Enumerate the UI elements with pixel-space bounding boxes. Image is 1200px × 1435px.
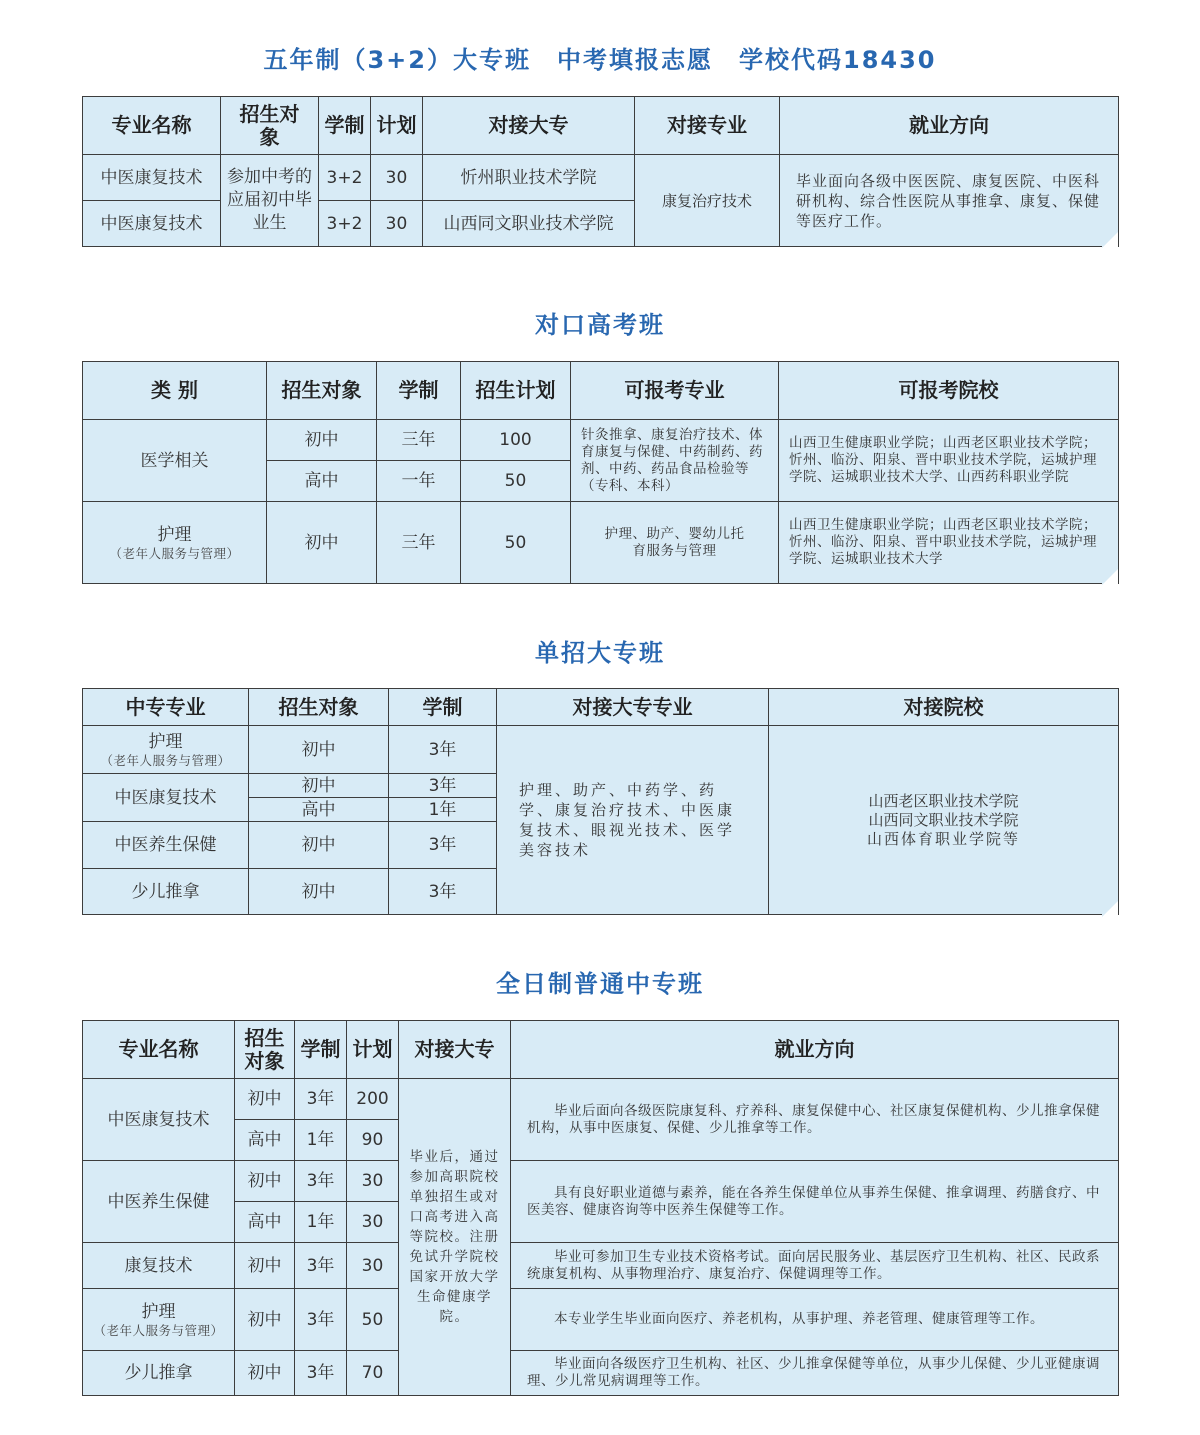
header-target: 招生对象: [267, 362, 377, 420]
target-cell: 初中: [249, 822, 389, 869]
schools-cell: 山西卫生健康职业学院；山西老区职业技术学院；忻州、临汾、阳泉、晋中职业技术学院，运城护理学院、运城职业技术大学、山西药科职业学院: [779, 420, 1119, 502]
years-cell: 3年: [295, 1351, 347, 1396]
career-cell: 具有良好职业道德与素养，能在各养生保健单位从事养生保健、推拿调理、药膳食疗、中医美容、健康咨询等中医养生保健等工作。: [511, 1161, 1119, 1243]
years-cell: 3年: [295, 1079, 347, 1120]
header-major: 专业名称: [83, 1021, 235, 1079]
docking-majors-cell: 护理、助产、中药学、药学、康复治疗技术、中医康复技术、眼视光技术、医学美容技术: [497, 726, 769, 915]
major-subtitle: （老年人服务与管理）: [100, 753, 231, 768]
years-cell: 3年: [389, 822, 497, 869]
docking-cell: 毕业后，通过参加高职院校单独招生或对口高考进入高等院校。注册免试升学院校国家开放大学生命健康学院。: [399, 1079, 511, 1396]
target-cell: 高中: [235, 1202, 295, 1243]
majors-cell: 护理、助产、婴幼儿托育服务与管理: [571, 502, 779, 584]
header-major: 专业名称: [83, 97, 221, 155]
major-cell: [83, 726, 249, 774]
years-cell: 3+2: [319, 155, 371, 201]
plan-cell: 30: [371, 155, 423, 201]
major-cell: 康复技术: [83, 1243, 235, 1289]
years-cell: 3年: [389, 869, 497, 915]
category-subtitle: （老年人服务与管理）: [109, 546, 240, 561]
years-cell: 1年: [295, 1202, 347, 1243]
major-name: 护理: [148, 732, 183, 752]
plan-cell: 50: [461, 461, 571, 502]
plan-cell: 70: [347, 1351, 399, 1396]
table-row: [83, 726, 1119, 774]
header-docking: 对接大专: [399, 1021, 511, 1079]
plan-cell: 30: [371, 201, 423, 247]
header-years: 学制: [295, 1021, 347, 1079]
years-cell: 3年: [389, 774, 497, 798]
years-cell: 3年: [389, 726, 497, 774]
category-cell: [83, 502, 267, 584]
single-enrollment-table: [82, 688, 1119, 915]
major-cell: 中医康复技术: [83, 1079, 235, 1161]
section3-title: 单招大专班: [535, 639, 665, 667]
header-years: 学制: [377, 362, 461, 420]
target-cell: 初中: [249, 726, 389, 774]
target-cell: 初中: [235, 1351, 295, 1396]
target-cell: 初中: [235, 1161, 295, 1202]
docking-major-cell: 康复治疗技术: [635, 155, 780, 247]
years-cell: 3年: [295, 1243, 347, 1289]
table-row: [83, 1079, 1119, 1120]
section2-title: 对口高考班: [535, 311, 665, 339]
major-cell: 少儿推拿: [83, 869, 249, 915]
header-years: 学制: [319, 97, 371, 155]
target-cell: 高中: [267, 461, 377, 502]
header-schools: 对接院校: [769, 689, 1119, 726]
target-cell: 参加中考的应届初中毕业生: [221, 155, 319, 247]
major-cell: 中医康复技术: [83, 201, 221, 247]
school-item: 山西老区职业技术学院: [868, 791, 1019, 810]
header-docking-majors: 对接大专专业: [497, 689, 769, 726]
target-cell: 初中: [235, 1243, 295, 1289]
major-subtitle: （老年人服务与管理）: [93, 1323, 224, 1338]
years-cell: 1年: [295, 1120, 347, 1161]
header-majors: 可报考专业: [571, 362, 779, 420]
table-row: [83, 502, 1119, 584]
major-cell: 中医养生保健: [83, 1161, 235, 1243]
plan-cell: 30: [347, 1202, 399, 1243]
college-cell: 山西同文职业技术学院: [423, 201, 635, 247]
years-cell: 3年: [295, 1289, 347, 1351]
header-docking-major: 对接专业: [635, 97, 780, 155]
schools-cell: [769, 726, 1119, 915]
major-cell: 中医养生保健: [83, 822, 249, 869]
target-cell: 初中: [235, 1289, 295, 1351]
plan-cell: 100: [461, 420, 571, 461]
school-item: 山西同文职业技术学院: [868, 810, 1019, 829]
target-cell: 高中: [249, 798, 389, 822]
header-plan: 计划: [347, 1021, 399, 1079]
major-cell: 中医康复技术: [83, 155, 221, 201]
page-curl-decoration: [1102, 569, 1118, 585]
school-item: 山西体育职业学院等: [866, 829, 1020, 848]
table-row: [83, 1351, 1119, 1396]
table-row: [83, 1289, 1119, 1351]
years-cell: 一年: [377, 461, 461, 502]
years-cell: 3+2: [319, 201, 371, 247]
years-cell: 三年: [377, 502, 461, 584]
exam-class-table: [82, 361, 1119, 584]
header-category: 类 别: [83, 362, 267, 420]
header-major: 中专专业: [83, 689, 249, 726]
plan-cell: 200: [347, 1079, 399, 1120]
header-plan: 计划: [371, 97, 423, 155]
college-cell: 忻州职业技术学院: [423, 155, 635, 201]
page-curl-decoration: [1102, 232, 1118, 248]
header-career: 就业方向: [780, 97, 1119, 155]
plan-cell: 50: [461, 502, 571, 584]
major-cell: 中医康复技术: [83, 774, 249, 822]
target-cell: 初中: [249, 869, 389, 915]
table-row: [83, 420, 1119, 461]
header-plan: 招生计划: [461, 362, 571, 420]
plan-cell: 30: [347, 1161, 399, 1202]
schools-cell: 山西卫生健康职业学院；山西老区职业技术学院；忻州、临汾、阳泉、晋中职业技术学院，运城护理学院、运城职业技术大学: [779, 502, 1119, 584]
five-year-college-table: [82, 96, 1119, 247]
target-cell: 初中: [249, 774, 389, 798]
target-cell: 初中: [235, 1079, 295, 1120]
table-row: [83, 1161, 1119, 1202]
career-cell: 毕业面向各级中医医院、康复医院、中医科研机构、综合性医院从事推拿、康复、保健等医疗工作。: [780, 155, 1119, 247]
career-cell: 毕业后面向各级医院康复科、疗养科、康复保健中心、社区康复保健机构、少儿推拿保健机构，从事中医康复、保健、少儿推拿等工作。: [511, 1079, 1119, 1161]
header-college: 对接大专: [423, 97, 635, 155]
section1-title: 五年制（3+2）大专班 中考填报志愿 学校代码18430: [263, 46, 937, 74]
career-cell: 毕业面向各级医疗卫生机构、社区、少儿推拿保健等单位，从事少儿保健、少儿亚健康调理、少儿常见病调理等工作。: [511, 1351, 1119, 1396]
years-cell: 3年: [295, 1161, 347, 1202]
header-target: 招生对象: [235, 1021, 295, 1079]
major-name: 护理: [141, 1302, 176, 1322]
header-career: 就业方向: [511, 1021, 1119, 1079]
major-cell: 少儿推拿: [83, 1351, 235, 1396]
years-cell: 三年: [377, 420, 461, 461]
career-cell: 本专业学生毕业面向医疗、养老机构，从事护理、养老管理、健康管理等工作。: [511, 1289, 1119, 1351]
category-cell: 医学相关: [83, 420, 267, 502]
fulltime-secondary-table: [82, 1020, 1119, 1396]
plan-cell: 30: [347, 1243, 399, 1289]
header-target: 招生对象: [221, 97, 319, 155]
header-schools: 可报考院校: [779, 362, 1119, 420]
plan-cell: 50: [347, 1289, 399, 1351]
header-years: 学制: [389, 689, 497, 726]
table-row: [83, 1243, 1119, 1289]
major-cell: [83, 1289, 235, 1351]
years-cell: 1年: [389, 798, 497, 822]
target-cell: 初中: [267, 420, 377, 461]
career-cell: 毕业可参加卫生专业技术资格考试。面向居民服务业、基层医疗卫生机构、社区、民政系统康复机构、从事物理治疗、康复治疗、保健调理等工作。: [511, 1243, 1119, 1289]
page-curl-decoration: [1102, 901, 1118, 917]
category-name: 护理: [157, 525, 192, 545]
target-cell: 高中: [235, 1120, 295, 1161]
target-cell: 初中: [267, 502, 377, 584]
majors-cell: 针灸推拿、康复治疗技术、体育康复与保健、中药制药、药剂、中药、药品食品检验等（专科、本科）: [571, 420, 779, 502]
plan-cell: 90: [347, 1120, 399, 1161]
header-target: 招生对象: [249, 689, 389, 726]
section4-title: 全日制普通中专班: [496, 970, 704, 998]
table-row: [83, 155, 1119, 201]
